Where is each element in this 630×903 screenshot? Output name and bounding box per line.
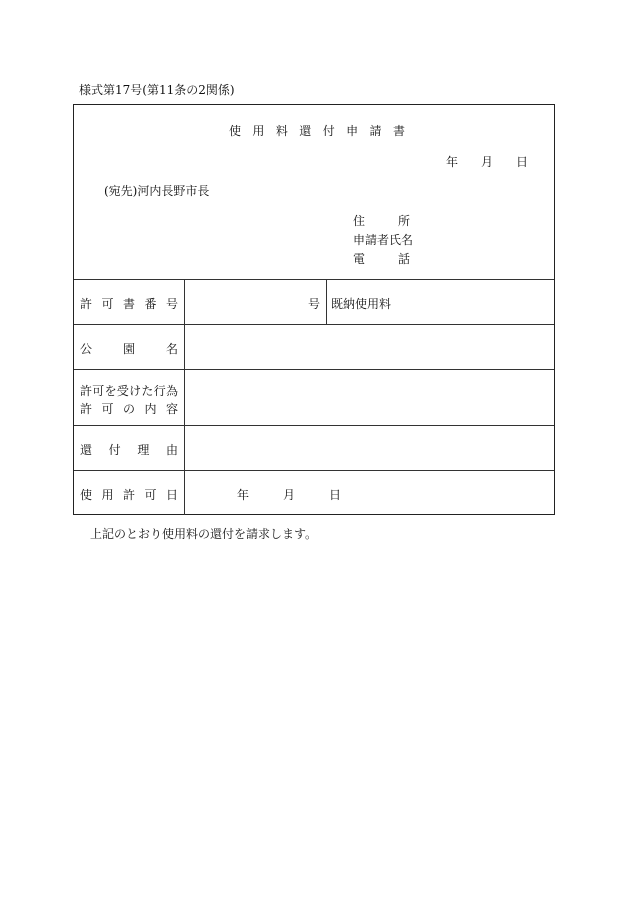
usage-date-label: 使 用 許 可 日: [80, 488, 178, 502]
date-month: 月: [480, 155, 493, 169]
date-year: 年: [446, 155, 459, 169]
usage-date-month: 月: [282, 488, 295, 502]
paid-fee-label: 既納使用料: [331, 297, 392, 311]
applicant-phone-label: 電 話: [353, 252, 410, 266]
park-name-label: 公 園 名: [80, 342, 178, 356]
date-day: 日: [515, 155, 528, 169]
permit-number-suffix: 号: [308, 297, 321, 311]
addressee: (宛先)河内長野市長: [104, 184, 210, 198]
refund-reason-label: 還 付 理 由: [80, 443, 178, 457]
application-form: [73, 104, 555, 515]
permit-number-label: 許 可 書 番 号: [80, 297, 178, 311]
applicant-name-label: 申請者氏名: [353, 233, 414, 247]
usage-date-year: 年: [237, 488, 250, 502]
permitted-action-label: 許 可 を 受 け た 行 為: [80, 384, 178, 398]
usage-date-day: 日: [328, 488, 341, 502]
permit-content-label: 許 可 の 内 容: [80, 402, 178, 416]
usage-date-fields: [237, 486, 341, 503]
form-label: 様式第17号(第11条の2関係): [79, 83, 235, 97]
request-statement: 上記のとおり使用料の還付を請求します。: [90, 527, 318, 541]
applicant-address-label: 住 所: [353, 214, 410, 228]
form-title: 使 用 料 還 付 申 請 書: [229, 124, 405, 138]
application-date: [446, 153, 528, 170]
